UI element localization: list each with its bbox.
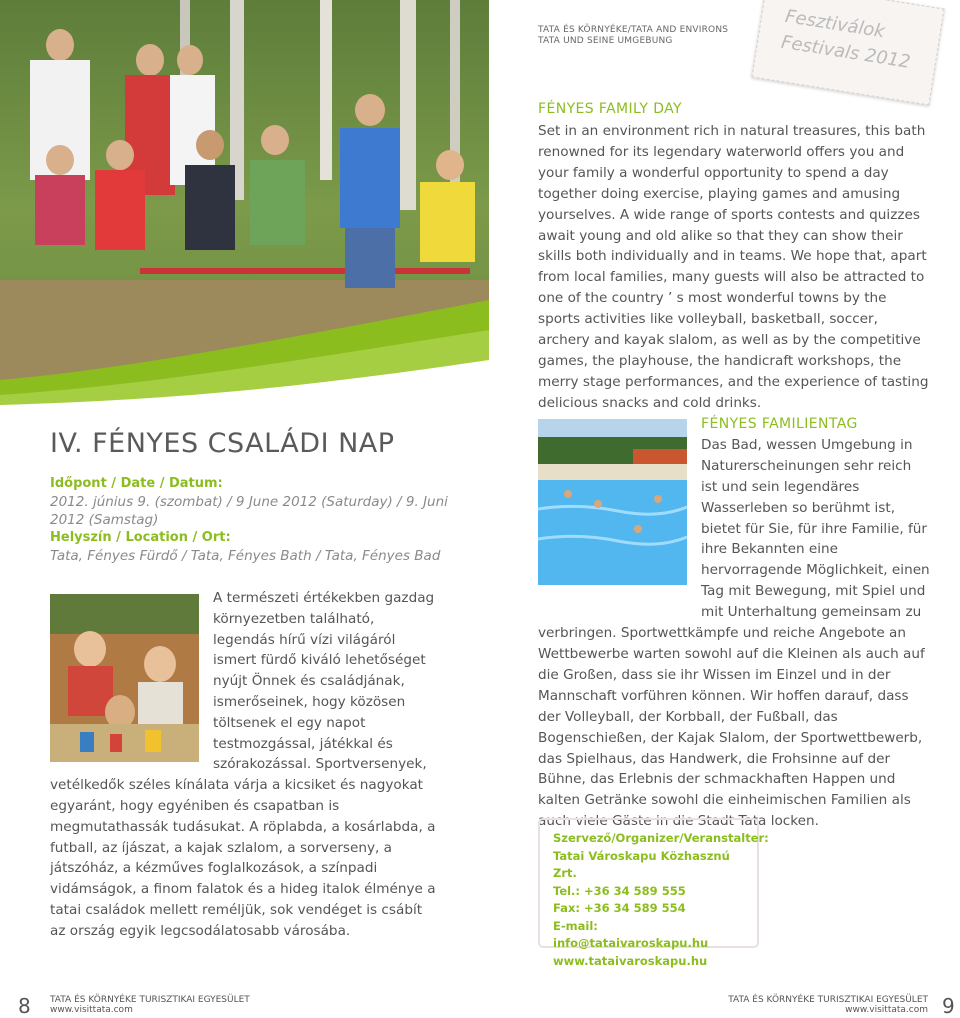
footer-org-left: TATA ÉS KÖRNYÉKE TURISZTIKAI EGYESÜLET [50, 995, 250, 1005]
stamp-line1: Fesztiválok [783, 6, 887, 43]
page-number-left: 8 [18, 994, 31, 1018]
german-heading: FÉNYES FAMILIENTAG [701, 416, 858, 432]
footer-org-right: TATA ÉS KÖRNYÉKE TURISZTIKAI EGYESÜLET [728, 995, 928, 1005]
pool-float-space [538, 414, 701, 610]
organizer-name: Tatai Városkapu Közhasznú Zrt. [553, 848, 730, 880]
stamp-line2: Festivals 2012 [779, 31, 912, 73]
contact-email[interactable]: E-mail: info@tataivaroskapu.hu [553, 918, 709, 950]
organizer-label: Szervező/Organizer/Veranstalter: [553, 831, 769, 845]
hero-photo [0, 0, 489, 413]
festivals-stamp [751, 0, 944, 105]
hungarian-body-text: A természeti értékekben gazdag környezetben található, legendás hírű vízi világáról ismert fürdő kiváló lehetőséget nyújt Önnek és családjának, ismerőseinek, hogy közösen töltsenek el egy napot testmozgással, játékkal és szórakozással. Sportversenyek, vetélkedők széles kínálata várja a kicsiket és nagyokat egyaránt, hogy egyéniben és csapatban is megmutathassák tudásukat. A röplabda, a kosárlabda, a futball, az íjászat, a kajak szlalom, a sorverseny, a játszóház, a kézműves foglalkozások, a színpadi vidámságok, a finom falatok és a hideg italok élménye a tatai családok mellett reméljük, sok vendéget is csábít az ország egyik legcsodálatosabb városába. [50, 590, 436, 939]
photo-float-space [50, 588, 213, 760]
footer-web-left[interactable]: www.visittata.com [50, 1005, 133, 1015]
footer-right [728, 995, 928, 1015]
running-header [538, 25, 728, 47]
event-meta [50, 475, 460, 565]
contact-tel: Tel.: +36 34 589 555 [553, 883, 686, 898]
english-body: Set in an environment rich in natural treasures, this bath renowned for its legendary waterworld offers you and your family a wonderful opportunity to spend a day together doing exercise, playing games and amusing yourselves. A wide range of sports contests and quizzes await young and old alike so that they can show their skills both individually and in teams. We hope that, apart from local families, many guests will also be attracted to one of the country ’ s most wonderful towns by the sports activities like volleyball, basketball, soccer, archery and kayak slalom, as well as by the competitive games, the playhouse, the handicraft workshops, the merry stage performances, and the experience of tasting delicious snacks and cold drinks. [538, 123, 929, 411]
location-label: Helyszín / Location / Ort: [50, 530, 231, 545]
hungarian-body [50, 588, 440, 942]
english-heading: FÉNYES FAMILY DAY [538, 101, 682, 117]
page-number-right: 9 [942, 994, 955, 1018]
german-body-text: Das Bad, wessen Umgebung in Naturerscheinungen sehr reich ist und sein legendäres Wasserleben so berühmt ist, bietet für Sie, für ihre Familie, für ihre Bekannten eine hervorragende Möglichkeit, einen Tag mit Bewegung, mit Spiel und mit Unterhaltung gemeinsam zu verbringen. Sportwettkämpfe und reiche Angebote an Wettbewerbe warten sowohl auf die Kleinen als auch auf die Großen, dass sie ihr Wissen im Einzel und in der Mannschaft vorführen können. Wir hoffen darauf, dass der Volleyball, der Korbball, der Fußball, das Bogenschießen, der Kajak Slalom, der Sportwettbewerb, das Spielhaus, das Handwerk, die Frohsinne auf der Bühne, das Erlebnis der schmackhaften Happen und kalten Getränke sowohl die einheimischen Familien als auch viele Gäste in die Stadt Tata locken. [538, 436, 930, 830]
date-label: Időpont / Date / Datum: [50, 476, 223, 491]
contact-box [538, 818, 769, 968]
running-header-line1: TATA ÉS KÖRNYÉKE/TATA AND ENVIRONS [538, 25, 729, 35]
german-block [538, 414, 930, 832]
contact-fax: Fax: +36 34 589 554 [553, 901, 686, 915]
hero-photo-children-running [0, 0, 489, 413]
location-value: Tata, Fényes Fürdő / Tata, Fényes Bath / Tata, Fényes Bad [50, 548, 441, 564]
footer-left [50, 995, 250, 1015]
page-title: IV. FÉNYES CSALÁDI NAP [50, 428, 395, 459]
running-header-line2: TATA UND SEINE UMGEBUNG [538, 36, 673, 46]
date-value: 2012. június 9. (szombat) / 9 June 2012 (Saturday) / 9. Juni 2012 (Samstag) [50, 494, 448, 528]
contact-website[interactable]: www.tataivaroskapu.hu [553, 953, 708, 968]
footer-web-right[interactable]: www.visittata.com [845, 1005, 928, 1015]
